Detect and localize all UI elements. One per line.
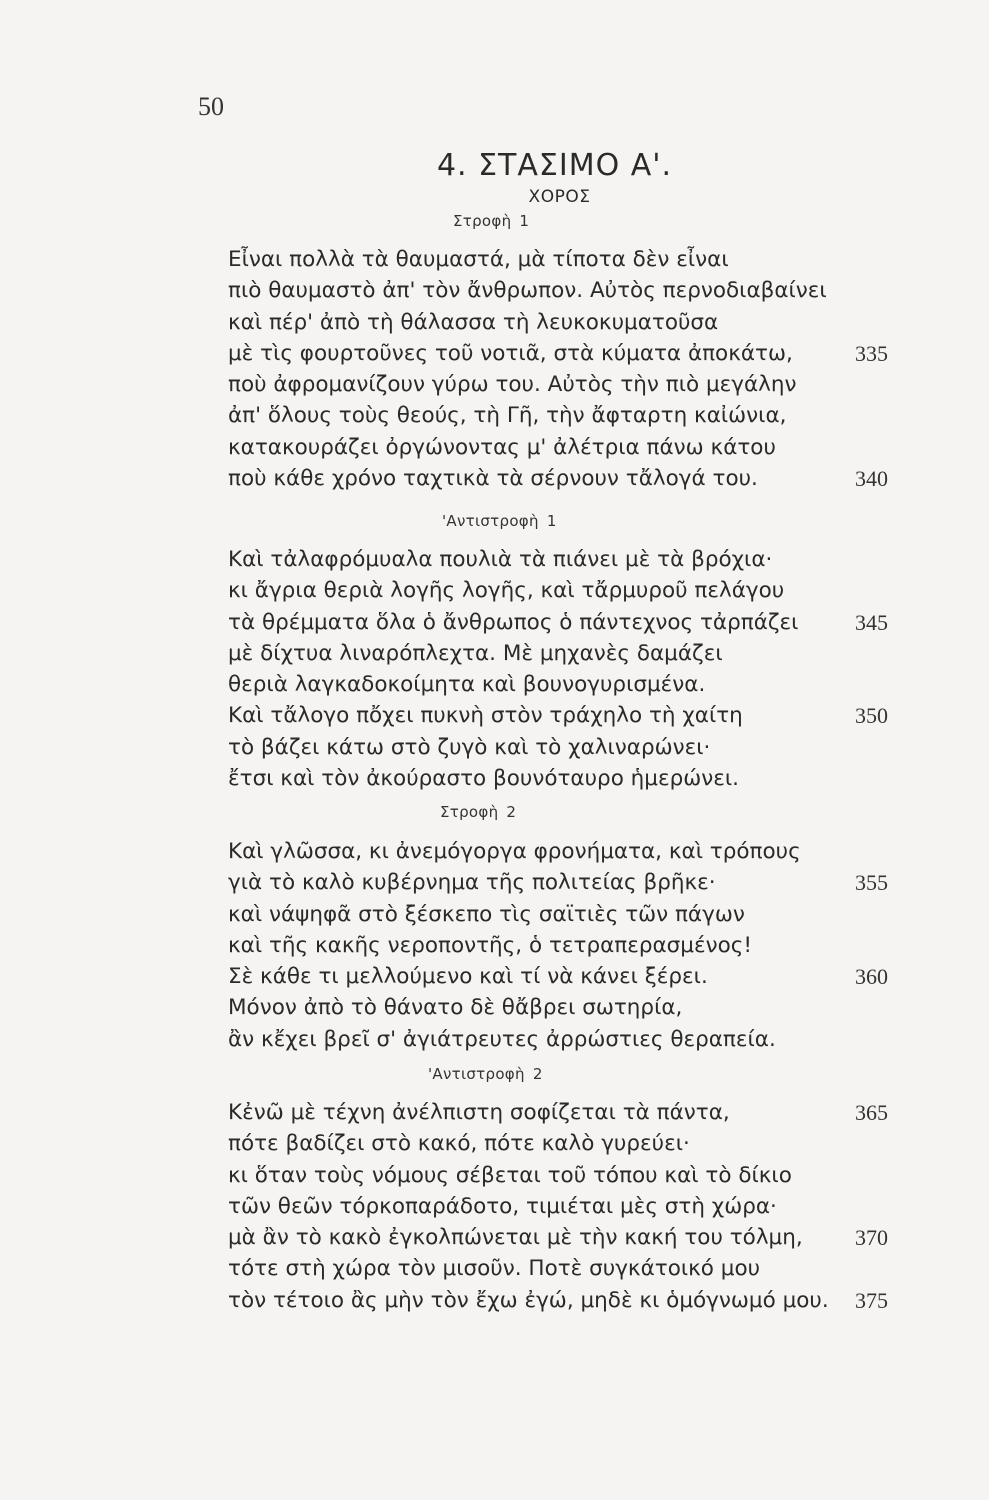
verse-line <box>228 1160 888 1191</box>
verse-line-text: κι ἄγρια θεριὰ λογῆς λογῆς, καὶ τἄρμυροῦ πελάγου <box>228 578 785 604</box>
verse-line <box>228 463 888 494</box>
line-number: 375 <box>855 1287 888 1313</box>
line-number: 360 <box>855 964 888 990</box>
verse-line-text: Καὶ γλῶσσα, κι ἀνεμόγοργα φρονήματα, καὶ τρόπους <box>228 839 801 864</box>
verse-line <box>228 930 888 961</box>
line-number: 350 <box>855 703 888 729</box>
verse-line-text: κατακουράζει ὀργώνοντας μ' ἀλέτρια πάνω κάτου <box>228 434 776 460</box>
verse-line-text: πότε βαδίζει στὸ κακό, πότε καλὸ γυρεύει· <box>228 1131 690 1157</box>
verse-line-text: ἀπ' ὅλους τοὺς θεούς, τὴ Γῆ, τὴν ἄφταρτη καἰώνια, <box>228 403 787 429</box>
verse-line <box>228 307 888 338</box>
verse-line-text: Καὶ τἀλαφρόμυαλα πουλιὰ τὰ πιάνει μὲ τὰ βρόχια· <box>228 547 773 572</box>
section-heading-number: 1 <box>546 512 557 530</box>
verse-line-text: Μόνον ἀπὸ τὸ θάνατο δὲ θἄβρει σωτηρία, <box>228 995 683 1021</box>
verse-line <box>228 1285 888 1316</box>
verse-line <box>228 961 888 992</box>
verse-line <box>228 1024 888 1055</box>
section-heading-number: 1 <box>519 212 530 230</box>
verse-line <box>228 400 888 431</box>
verse-line-text: μὲ δίχτυα λιναρόπλεχτα. Μὲ μηχανὲς δαμάζει <box>228 640 723 666</box>
section-heading <box>453 212 529 230</box>
verse-line <box>228 669 888 700</box>
verse-line-text: τῶν θεῶν τόρκοπαράδοτο, τιμιέται μὲς στὴ χώρα· <box>228 1193 777 1219</box>
verse-line-text: μὲ τὶς φουρτοῦνες τοῦ νοτιᾶ, στὰ κύματα ἀποκάτω, <box>228 340 793 366</box>
section-heading-number: 2 <box>532 1065 543 1083</box>
verse-line <box>228 1128 888 1159</box>
verse-line <box>228 1097 888 1128</box>
line-number: 365 <box>855 1100 888 1125</box>
section-heading <box>440 803 516 821</box>
verse-line-text: μὰ ἂν τὸ κακὸ ἐγκολπώνεται μὲ τὴν κακή του τόλμη, <box>228 1225 803 1251</box>
verse-line-text: ποὺ κάθε χρόνο ταχτικὰ τὰ σέρνουν τἄλογά του. <box>228 466 758 492</box>
section-heading-number: 2 <box>506 803 517 821</box>
section-title: 4. ΣΤΑΣΙΜΟ Α'. <box>436 148 673 183</box>
verse-line <box>228 700 888 731</box>
verse-line-text: τότε στὴ χώρα τὸν μισοῦν. Ποτὲ συγκάτοικό μου <box>228 1256 761 1282</box>
verse-line <box>228 544 888 575</box>
verse-line <box>228 432 888 463</box>
verse-line-text: Κἐνῶ μὲ τέχνη ἀνέλπιστη σοφίζεται τὰ πάντα, <box>228 1100 730 1125</box>
section-heading-label: Στροφὴ <box>440 803 499 821</box>
verse-line-text: τὸν τέτοιο ἂς μὴν τὸν ἔχω ἐγώ, μηδὲ κι ὁμόγνωμό μου. <box>228 1287 829 1313</box>
verse-line-text: Σὲ κάθε τι μελλούμενο καὶ τί νὰ κάνει ξέρει. <box>228 964 708 990</box>
verse-line <box>228 763 888 794</box>
verse-line-text: θεριὰ λαγκαδοκοίμητα καὶ βουνογυρισμένα. <box>228 672 706 698</box>
verse-block <box>228 1097 888 1316</box>
verse-line-text: καὶ νάψηφᾶ στὸ ξέσκεπο τὶς σαϊτιὲς τῶν πάγων <box>228 901 745 927</box>
verse-line-text: ἂν κἔχει βρεῖ σ' ἀγιάτρευτες ἀρρώστιες θεραπεία. <box>228 1026 776 1052</box>
verse-block <box>228 244 888 494</box>
verse-block <box>228 544 888 794</box>
verse-block <box>228 836 888 1055</box>
section-heading-label: 'Αντιστροφὴ <box>442 512 539 530</box>
verse-line-text: γιὰ τὸ καλὸ κυβέρνημα τῆς πολιτείας βρῆκε· <box>228 870 716 896</box>
verse-line <box>228 244 888 275</box>
verse-line-text: τὸ βάζει κάτω στὸ ζυγὸ καὶ τὸ χαλιναρώνει· <box>228 734 711 760</box>
verse-line-text: Καὶ τἄλογο πὄχει πυκνὴ στὸν τράχηλο τὴ χαίτη <box>228 703 743 729</box>
verse-line <box>228 836 888 867</box>
verse-line <box>228 992 888 1023</box>
verse-line <box>228 867 888 898</box>
speaker-label: ΧΟΡΟΣ <box>528 187 591 207</box>
section-heading-label: Στροφὴ <box>453 212 512 230</box>
verse-line <box>228 899 888 930</box>
line-number: 370 <box>855 1225 888 1251</box>
line-number: 355 <box>855 870 888 896</box>
verse-line <box>228 338 888 369</box>
verse-line-text: κι ὅταν τοὺς νόμους σέβεται τοῦ τόπου καὶ τὸ δίκιο <box>228 1162 792 1188</box>
verse-line-text: Εἶναι πολλὰ τὰ θαυμαστά, μὰ τίποτα δὲν εἶναι <box>228 247 729 272</box>
section-heading-label: 'Αντιστροφὴ <box>428 1065 525 1083</box>
line-number: 340 <box>855 466 888 492</box>
verse-line <box>228 1222 888 1253</box>
verse-line <box>228 732 888 763</box>
verse-line-text: τὰ θρέμματα ὅλα ὁ ἄνθρωπος ὁ πάντεχνος τἀρπάζει <box>228 609 799 635</box>
section-heading <box>442 512 557 530</box>
verse-line-text: ποὺ ἀφρομανίζουν γύρω του. Αὐτὸς τὴν πιὸ μεγάλην <box>228 372 797 398</box>
verse-line-text: ἔτσι καὶ τὸν ἀκούραστο βουνόταυρο ἡμερώνει. <box>228 766 740 792</box>
verse-line <box>228 607 888 638</box>
line-number: 335 <box>855 340 888 366</box>
verse-line <box>228 275 888 306</box>
verse-line-text: πιὸ θαυμαστὸ ἀπ' τὸν ἄνθρωπον. Αὐτὸς περνοδιαβαίνει <box>228 278 827 304</box>
verse-line <box>228 638 888 669</box>
line-number: 345 <box>855 609 888 635</box>
verse-line <box>228 369 888 400</box>
verse-line-text: καὶ πέρ' ἀπὸ τὴ θάλασσα τὴ λευκοκυματοῦσα <box>228 309 719 335</box>
verse-line <box>228 575 888 606</box>
verse-line-text: καὶ τῆς κακῆς νεροποντῆς, ὁ τετραπερασμένος! <box>228 932 752 958</box>
page-number: 50 <box>198 92 224 121</box>
verse-line <box>228 1253 888 1284</box>
verse-line <box>228 1191 888 1222</box>
section-heading <box>428 1065 543 1083</box>
